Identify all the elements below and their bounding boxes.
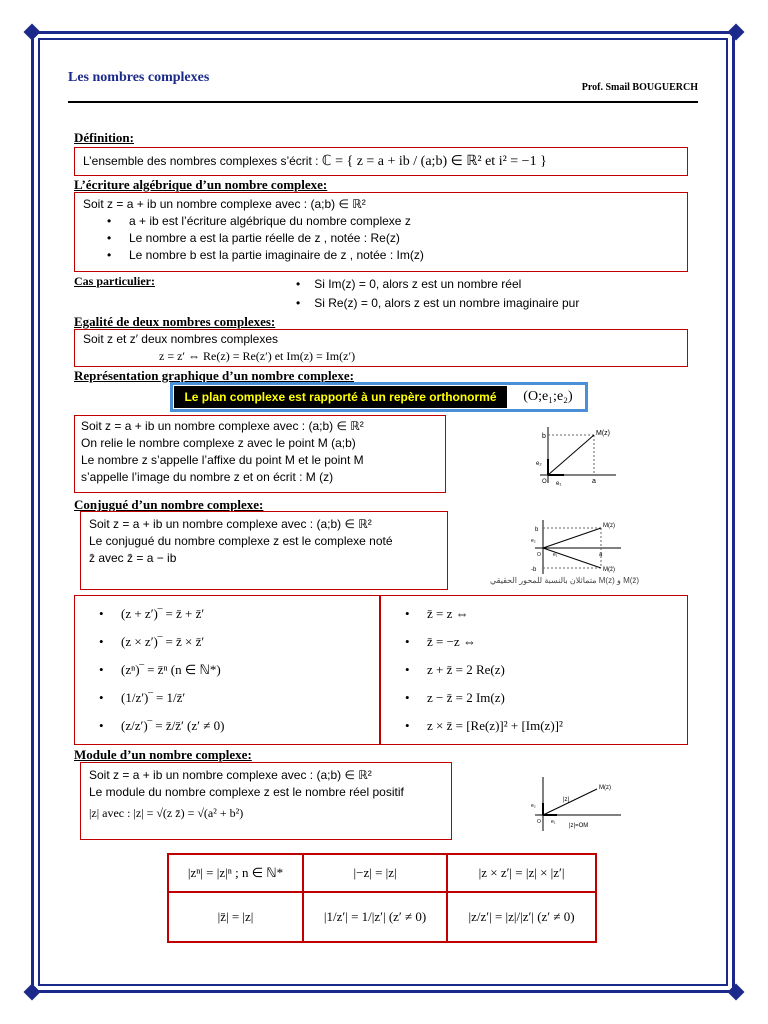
representation-line: Soit z = a + ib un nombre complexe avec : (a;b) ∈ ℝ² bbox=[81, 419, 364, 433]
table-cell: |1/z′| = 1/|z′| (z′ ≠ 0) bbox=[303, 892, 447, 942]
property-item: • z + z̄ = 2 Re(z) bbox=[381, 656, 687, 684]
module-figure bbox=[525, 775, 625, 833]
svg-text:O: O bbox=[537, 552, 541, 558]
property-item: • (z × z′)‾ = z̄ × z̄′ bbox=[75, 628, 379, 656]
module-properties-table bbox=[167, 853, 597, 943]
module-line: Soit z = a + ib un nombre complexe avec : (a;b) ∈ ℝ² bbox=[89, 768, 372, 782]
conjugate-properties-right bbox=[380, 595, 688, 745]
conjugate-line: Le conjugué du nombre complexe z est le complexe noté bbox=[89, 534, 393, 548]
table-cell: |z × z′| = |z| × |z′| bbox=[447, 854, 596, 892]
document-title: Les nombres complexes bbox=[68, 70, 210, 85]
property-item: • (zⁿ)‾ = z̄ⁿ (n ∈ ℕ*) bbox=[75, 656, 379, 684]
property-item: • z̄ = z ⇔ bbox=[381, 600, 687, 628]
svg-text:b: b bbox=[542, 433, 546, 440]
equality-formula: z = z′ ⇔ Re(z) = Re(z′) et Im(z) = Im(z′) bbox=[159, 349, 356, 363]
property-item: • (z/z′)‾ = z̄/z̄′ (z′ ≠ 0) bbox=[75, 712, 379, 740]
conjugate-line: Soit z = a + ib un nombre complexe avec : (a;b) ∈ ℝ² bbox=[89, 517, 372, 531]
definition-box bbox=[74, 147, 688, 176]
conjugate-line: z̄ avec z̄ = a − ib bbox=[89, 551, 177, 565]
svg-text:M(z): M(z) bbox=[603, 523, 615, 529]
module-box bbox=[80, 762, 452, 840]
special-case-item: • Si Re(z) = 0, alors z est un nombre imaginaire pur bbox=[296, 296, 580, 310]
svg-text:O: O bbox=[542, 479, 547, 485]
equality-heading: Egalité de deux nombres complexes: bbox=[74, 314, 276, 329]
point-representation-figure bbox=[530, 425, 620, 487]
svg-text:e₂: e₂ bbox=[536, 461, 542, 467]
repere-banner: Le plan complexe est rapporté à un repère orthonormé bbox=[174, 386, 507, 408]
svg-text:-b: -b bbox=[531, 567, 537, 573]
repere-notation: (O;e₁;e₂) bbox=[523, 389, 573, 404]
table-cell: |−z| = |z| bbox=[303, 854, 447, 892]
svg-text:b: b bbox=[535, 527, 539, 533]
representation-box bbox=[74, 415, 446, 493]
svg-text:e₁: e₁ bbox=[551, 819, 556, 825]
table-row bbox=[168, 854, 596, 892]
svg-text:|z|: |z| bbox=[563, 797, 570, 803]
property-item: • z − z̄ = 2 Im(z) bbox=[381, 684, 687, 712]
svg-text:a: a bbox=[592, 478, 596, 485]
property-item: • z × z̄ = [Re(z)]² + [Im(z)]² bbox=[381, 712, 687, 740]
equality-box bbox=[74, 329, 688, 367]
header-rule bbox=[68, 101, 698, 103]
table-cell: |zⁿ| = |z|ⁿ ; n ∈ ℕ* bbox=[168, 854, 303, 892]
conjugate-figure-caption: M(z̄) و M(z) متماثلان بالنسبة للمحور الحقيقي bbox=[490, 576, 640, 585]
representation-line: On relie le nombre complexe z avec le point M (a;b) bbox=[81, 436, 356, 450]
representation-heading: Représentation graphique d’un nombre complexe: bbox=[74, 368, 354, 383]
equality-line: Soit z et z′ deux nombres complexes bbox=[83, 332, 279, 346]
svg-text:M(z̄): M(z̄) bbox=[603, 567, 615, 573]
svg-text:M(z): M(z) bbox=[599, 785, 611, 791]
svg-text:e₂: e₂ bbox=[531, 803, 536, 809]
svg-text:a: a bbox=[599, 552, 603, 558]
svg-text:e₁: e₁ bbox=[556, 481, 562, 487]
table-cell: |z̄| = |z| bbox=[168, 892, 303, 942]
property-item: • (z + z′)‾ = z̄ + z̄′ bbox=[75, 600, 379, 628]
svg-text:M(z): M(z) bbox=[596, 430, 610, 437]
definition-heading: Définition: bbox=[74, 130, 134, 145]
table-row bbox=[168, 892, 596, 942]
module-heading: Module d’un nombre complexe: bbox=[74, 747, 252, 762]
module-line: Le module du nombre complexe z est le nombre réel positif bbox=[89, 785, 404, 799]
algebraic-bullet: • Le nombre b est la partie imaginaire de z , notée : Im(z) bbox=[83, 247, 679, 264]
conjugate-box bbox=[80, 511, 448, 590]
definition-text: L’ensemble des nombres complexes s’écrit : bbox=[83, 154, 319, 168]
special-case-item: • Si Im(z) = 0, alors z est un nombre réel bbox=[296, 277, 522, 291]
special-case-heading: Cas particulier: bbox=[74, 274, 155, 288]
algebraic-bullet: • a + ib est l’écriture algébrique du nombre complexe z bbox=[83, 213, 679, 230]
special-case-list bbox=[296, 275, 579, 313]
property-item: • (1/z′)‾ = 1/z̄′ bbox=[75, 684, 379, 712]
author-name: Prof. Smail BOUGUERCH bbox=[581, 82, 698, 93]
algebraic-box bbox=[74, 192, 688, 272]
conjugate-properties-left bbox=[74, 595, 380, 745]
representation-line: s’appelle l’image du nombre z et on écrit : M (z) bbox=[81, 470, 334, 484]
conjugate-heading: Conjugué d’un nombre complexe: bbox=[74, 497, 264, 512]
definition-formula: ℂ = { z = a + ib / (a;b) ∈ ℝ² et i² = −1 } bbox=[321, 154, 547, 169]
svg-text:e₂: e₂ bbox=[531, 538, 536, 544]
representation-line: Le nombre z s’appelle l’affixe du point M et le point M bbox=[81, 453, 364, 467]
svg-text:O: O bbox=[537, 819, 541, 825]
algebraic-heading: L’écriture algébrique d’un nombre complexe: bbox=[74, 177, 328, 192]
algebraic-bullet: • Le nombre a est la partie réelle de z , notée : Re(z) bbox=[83, 230, 679, 247]
table-cell: |z/z′| = |z|/|z′| (z′ ≠ 0) bbox=[447, 892, 596, 942]
algebraic-line: Soit z = a + ib un nombre complexe avec : (a;b) ∈ ℝ² bbox=[83, 197, 366, 211]
property-item: • z̄ = −z ⇔ bbox=[381, 628, 687, 656]
svg-text:e₁: e₁ bbox=[553, 552, 558, 558]
conjugate-figure bbox=[525, 518, 625, 576]
module-line: |z| avec : |z| = √(z z̄) = √(a² + b²) bbox=[89, 806, 244, 820]
svg-text:|z|=OM: |z|=OM bbox=[569, 823, 589, 829]
